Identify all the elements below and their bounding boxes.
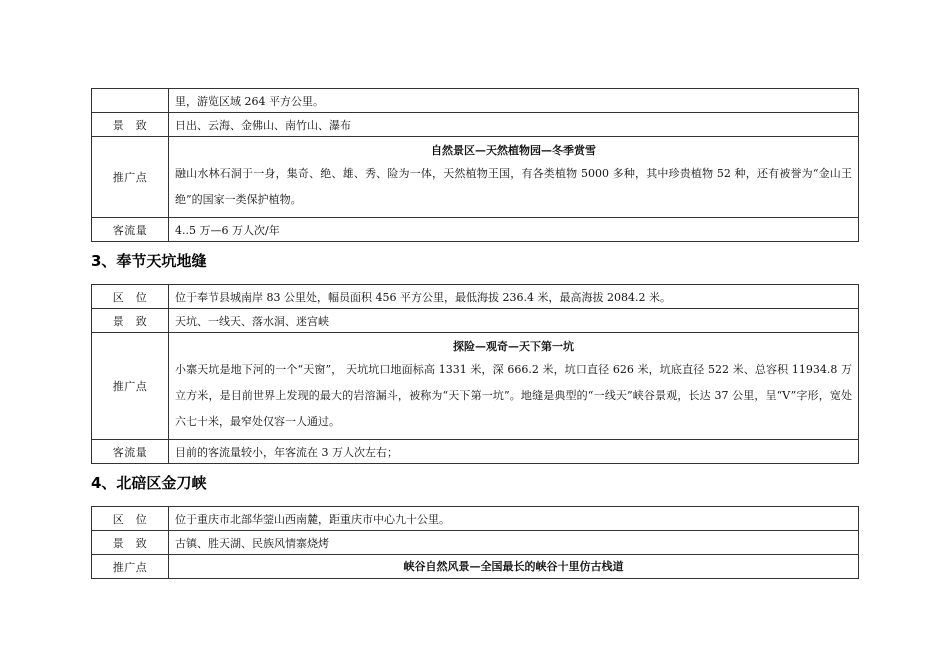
empty-label-cell xyxy=(92,89,169,113)
scenery-label: 景 致 xyxy=(92,309,169,333)
scenery-label: 景 致 xyxy=(92,531,169,555)
scenery-label: 景 致 xyxy=(92,113,169,137)
section-title-4: 4、北碚区金刀峡 xyxy=(91,474,207,492)
promo-headline: 峡谷自然风景—全国最长的峡谷十里仿古栈道 xyxy=(403,559,624,573)
location-value: 位于奉节县城南岸 83 公里处，幅员面积 456 平方公里，最低海拔 236.4 米，最高海拔 2084.2 米。 xyxy=(169,285,859,309)
table-row xyxy=(92,531,859,555)
promo-cell xyxy=(169,137,859,218)
scenery-value: 古镇、胜天湖、民族风情寨烧烤 xyxy=(169,531,859,555)
table-row xyxy=(92,333,859,440)
promo-headline: 自然景区—天然植物园—冬季赏雪 xyxy=(431,144,596,157)
scenery-value: 日出、云海、金佛山、南竹山、瀑布 xyxy=(169,113,859,137)
promo-headline: 探险—观奇—天下第一坑 xyxy=(453,340,574,353)
location-label: 区 位 xyxy=(92,285,169,309)
table-row xyxy=(92,89,859,113)
table-row xyxy=(92,137,859,218)
location-value: 位于重庆市北部华蓥山西南麓，距重庆市中心九十公里。 xyxy=(169,507,859,531)
scenic-table-3 xyxy=(91,284,859,464)
scenic-table-4 xyxy=(91,506,859,579)
table-row xyxy=(92,113,859,137)
promo-body: 融山水林石洞于一身，集奇、绝、雄、秀、险为一体，天然植物王国，有各类植物 5000 多种，其中珍贵植物 52 种，还有被誉为“金山王绝”的国家一类保护植物。 xyxy=(175,167,852,206)
table-row xyxy=(92,555,859,579)
visitors-label: 客流量 xyxy=(92,218,169,242)
table-row xyxy=(92,285,859,309)
visitors-value: 4..5 万—6 万人次/年 xyxy=(169,218,859,242)
table-row xyxy=(92,507,859,531)
location-label: 区 位 xyxy=(92,507,169,531)
promo-label: 推广点 xyxy=(92,137,169,218)
promo-label: 推广点 xyxy=(92,333,169,440)
promo-body: 小寨天坑是地下河的一个“天窗”， 天坑坑口地面标高 1331 米，深 666.2 米，坑口直径 626 米，坑底直径 522 米、总容积 11934.8 万立方米，是目前世界上发现的最大的岩溶漏斗，被称为“天下第一坑”。地缝是典型的“一线天”峡谷景观，长达 37 公里，呈“V”字形，宽处六七十米，最窄处仅容一人通过。 xyxy=(175,363,852,428)
visitors-value: 目前的客流量较小，年客流在 3 万人次左右； xyxy=(169,440,859,464)
section-title-3: 3、奉节天坑地缝 xyxy=(91,252,207,270)
promo-cell xyxy=(169,555,859,579)
visitors-label: 客流量 xyxy=(92,440,169,464)
table-row xyxy=(92,309,859,333)
promo-label: 推广点 xyxy=(92,555,169,579)
continued-text: 里，游览区域 264 平方公里。 xyxy=(169,89,859,113)
scenery-value: 天坑、一线天、落水洞、迷宫峡 xyxy=(169,309,859,333)
promo-cell xyxy=(169,333,859,440)
table-row xyxy=(92,218,859,242)
scenic-table-1 xyxy=(91,88,859,242)
table-row xyxy=(92,440,859,464)
